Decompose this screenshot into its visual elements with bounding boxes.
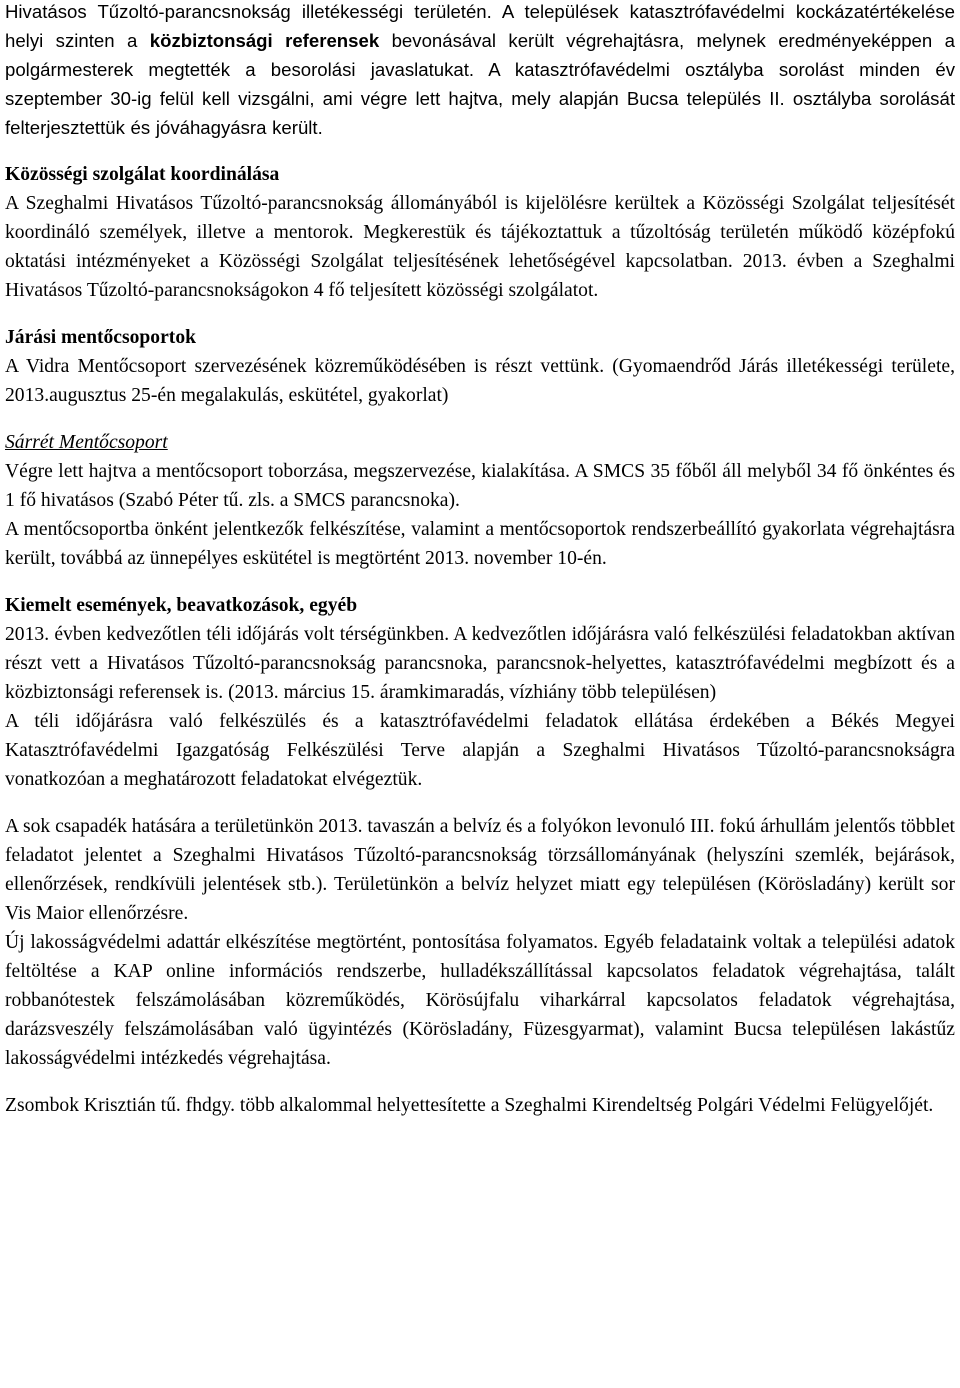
kiemelt-paragraph-3: A sok csapadék hatására a területünkön 2013. tavaszán a belvíz és a folyókon levonuló III. fokú árhullám jelentős többlet feladatot jelentet a Szeghalmi Hivatásos Tűzoltó-parancsnokság törzsállományának (helyszíni szemlék, bejárások, ellenőrzések, rendkívüli jelentések stb.). Területünkön a belvíz helyzet miatt egy településen (Körösladány) került sor Vis Maior ellenőrzésre. bbox=[5, 816, 955, 924]
kiemelt-paragraph-4: Új lakosságvédelmi adattár elkészítése megtörtént, pontosítása folyamatos. Egyéb feladataink voltak a települési adatok feltöltése a KAP online információs rendszerbe, hulladékszállítással kapcsolatos feladatok végrehajtása, talált robbanótestek felszámolásában közreműködés, Körösújfalu viharkárral kapcsolatos feladatok végrehajtása, darázsveszély felszámolásában való ügyintézés (Körösladány, Füzesgyarmat), valamint Bucsa településen lakástűz lakosságvédelmi intézkedés végrehajtása. bbox=[5, 932, 955, 1069]
intro-text-b: bevonásával került végrehajtásra, melynek eredményeképpen a polgármesterek megtették a besorolási javaslatukat. A katasztrófavédelmi osztályba sorolást minden év szeptember 30-ig felül kell vizsgálni, ami végre lett hajtva, mely alapján Bucsa település II. osztályba sorolását felterjesztettük és jóváhagyásra került. bbox=[5, 30, 955, 138]
kiemelt-paragraph-1: 2013. évben kedvezőtlen téli időjárás volt térségünkben. A kedvezőtlen időjárásra való felkészülési feladatokban aktívan részt vett a Hivatásos Tűzoltó-parancsnokság parancsnoka, parancsnok-helyettes, katasztrófavédelmi megbízott és a közbiztonsági referensek is. (2013. március 15. áramkimaradás, vízhiány több településen) bbox=[5, 624, 955, 703]
jarasi-paragraph: A Vidra Mentőcsoport szervezésének közreműködésében is részt vettünk. (Gyomaendrőd Járás illetékességi területe, 2013.augusztus 25-én megalakulás, eskütétel, gyakorlat) bbox=[5, 356, 955, 406]
sarret-paragraph-1: Végre lett hajtva a mentőcsoport toborzása, megszervezése, kialakítása. A SMCS 35 főből áll melyből 34 fő önkéntes és 1 fő hivatásos (Szabó Péter tű. zls. a SMCS parancsnoka). bbox=[5, 461, 955, 511]
kiemelt-paragraph-5: Zsombok Krisztián tű. fhdgy. több alkalommal helyettesítette a Szeghalmi Kirendeltség Polgári Védelmi Felügyelőjét. bbox=[5, 1095, 934, 1116]
intro-text-a: Hivatásos Tűzoltó-parancsnokság illetékességi területén. A települések katasztrófavédelmi kockázatértékelése helyi szinten a bbox=[5, 1, 955, 51]
intro-bold-text: közbiztonsági referensek bbox=[149, 30, 380, 51]
sarret-heading: Sárrét Mentőcsoport bbox=[5, 432, 168, 453]
kozossegi-heading: Közösségi szolgálat koordinálása bbox=[5, 164, 280, 185]
kiemelt-heading: Kiemelt események, beavatkozások, egyéb bbox=[5, 595, 358, 616]
jarasi-heading: Járási mentőcsoportok bbox=[5, 327, 197, 348]
kiemelt-paragraph-2: A téli időjárásra való felkészülés és a katasztrófavédelmi feladatok ellátása érdekében a Békés Megyei Katasztrófavédelmi Igazgatóság Felkészülési Terve alapján a Szeghalmi Hivatásos Tűzoltó-parancsnokságra vonatkozóan a meghatározott feladatokat elvégeztük. bbox=[5, 711, 955, 790]
intro-paragraph bbox=[5, 0, 955, 142]
sarret-paragraph-2: A mentőcsoportba önként jelentkezők felkészítése, valamint a mentőcsoportok rendszerbeállító gyakorlata végrehajtásra került, továbbá az ünnepélyes eskütétel is megtörtént 2013. november 10-én. bbox=[5, 519, 955, 569]
kozossegi-paragraph: A Szeghalmi Hivatásos Tűzoltó-parancsnokság állományából is kijelölésre kerültek a Közösségi Szolgálat teljesítését koordináló személyek, illetve a mentorok. Megkerestük és tájékoztattuk a tűzoltóság területén működő középfokú oktatási intézményeket a Közösségi Szolgálat teljesítésének lehetőségével kapcsolatban. 2013. évben a Szeghalmi Hivatásos Tűzoltó-parancsnokságokon 4 fő teljesített közösségi szolgálatot. bbox=[5, 193, 955, 301]
